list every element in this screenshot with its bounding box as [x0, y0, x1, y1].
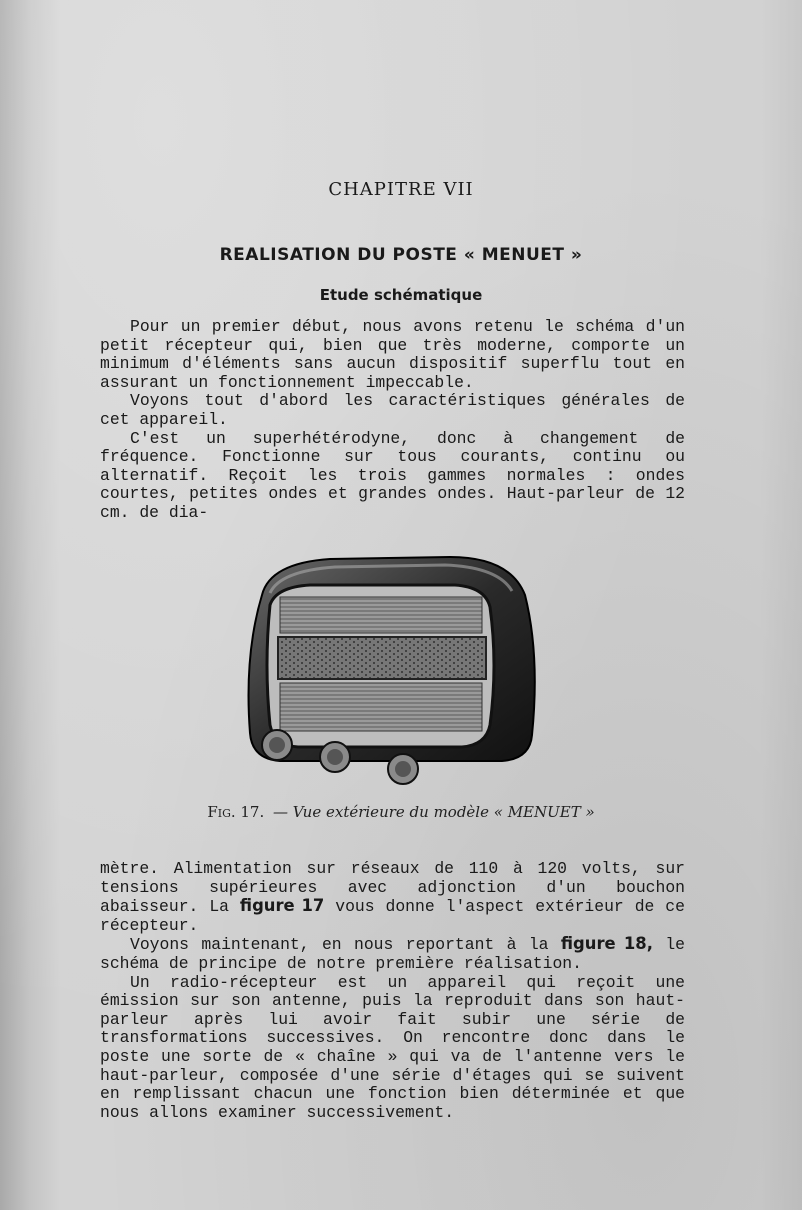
- radio-grille-upper: [280, 597, 482, 633]
- figure-18-reference: figure 18,: [560, 934, 653, 954]
- paragraph-figure17-post: vous donne l'aspect extérieur de ce récepteur.: [100, 897, 685, 935]
- radio-grille-lower: [280, 683, 482, 731]
- figure-17-reference: figure 17: [239, 896, 325, 916]
- text-block-bottom: [100, 860, 685, 1122]
- figure-caption: [0, 803, 802, 821]
- radio-knob-middle-center: [327, 749, 343, 765]
- bleed-through-text: [90, 20, 710, 170]
- paragraph-figure17-pre: La: [209, 897, 240, 917]
- paragraph-alimentation-text: mètre. Alimentation sur réseaux de 110 à 120 volts, sur tensions supérieures avec adjonction d'un bouchon abaisseur.: [100, 859, 685, 917]
- chapter-heading: CHAPITRE VII: [328, 179, 474, 200]
- paragraph-caracteristiques: Voyons tout d'abord les caractéristiques générales de cet appareil.: [100, 391, 685, 429]
- section-title: REALISATION DU POSTE « MENUET »: [219, 245, 583, 265]
- paragraph-schema: [100, 935, 685, 973]
- radio-illustration: [240, 545, 540, 795]
- text-block-top: [100, 318, 685, 523]
- paragraph-radio-recepteur: Un radio-récepteur est un appareil qui reçoit une émission sur son antenne, puis la reproduit dans son haut-parleur après lui avoir fait subir une série de transformations successives. On rencontre donc dans le poste une sorte de « chaîne » qui va de l'antenne vers le haut-parleur, composée d'une série d'étages qui se suivent en remplissant chacun une fonction bien déterminée et que nous allons examiner successivement.: [100, 972, 685, 1122]
- figure-number: Fig. 17.: [207, 803, 265, 821]
- radio-knob-right-center: [395, 761, 411, 777]
- radio-dial: [278, 637, 486, 679]
- section-subtitle: Etude schématique: [319, 286, 483, 304]
- paragraph-alimentation: [100, 860, 685, 935]
- paragraph-superheterodyne: C'est un superhétérodyne, donc à changement de fréquence. Fonctionne sur tous courants, continu ou alternatif. Reçoit les trois gammes normales : ondes courtes, petites ondes et grandes ondes. Haut-parleur de 12 cm. de dia-: [100, 428, 685, 522]
- radio-knob-left-center: [269, 737, 285, 753]
- figure-caption-text: — Vue extérieure du modèle « MENUET »: [273, 803, 595, 821]
- paragraph-schema-pre: Voyons maintenant, en nous reportant à la: [130, 935, 561, 955]
- paragraph-intro: Pour un premier début, nous avons retenu le schéma d'un petit récepteur qui, bien que très moderne, comporte un minimum d'éléments sans aucun dispositif superflu tout en assurant un fonctionnement impeccable.: [100, 317, 685, 392]
- paragraph-schema-post: le schéma de principe de notre première réalisation.: [100, 935, 686, 973]
